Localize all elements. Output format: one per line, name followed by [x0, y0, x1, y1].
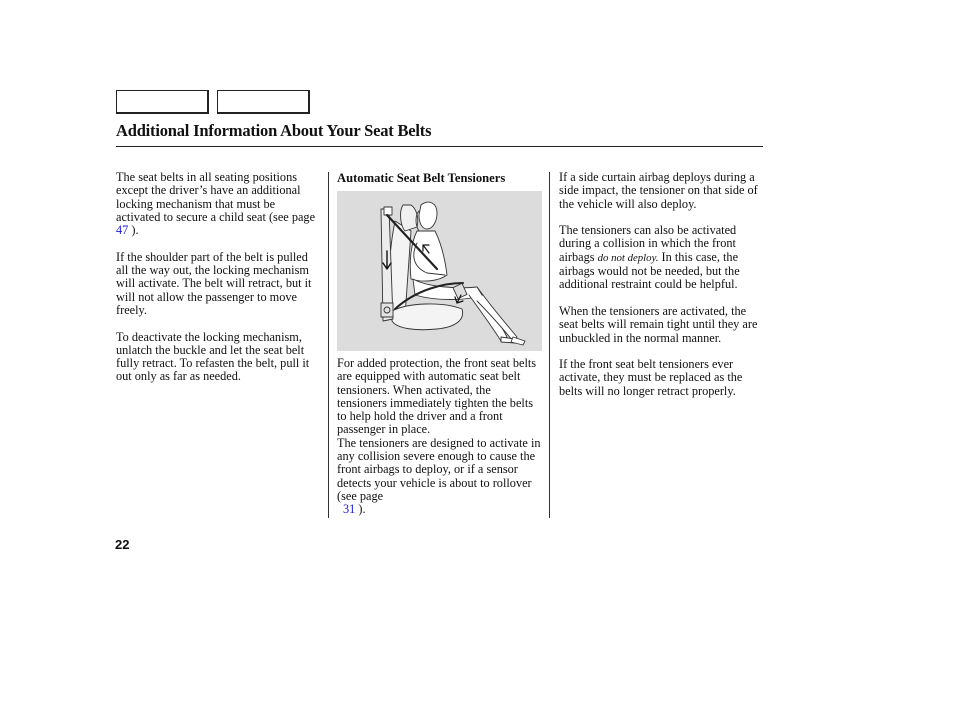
column-3 — [559, 171, 765, 411]
paragraph-tensioner-activation — [337, 437, 542, 517]
nav-button-2[interactable] — [217, 90, 310, 114]
paragraph-no-deploy — [559, 224, 765, 291]
paragraph-tensioner-intro: For added protection, the front seat belts are equipped with automatic seat belt tensioners. When activated, the tensioners immediately tighten the belts to help hold the driver and a front passenger in place. — [337, 356, 537, 437]
paragraph-text: The tensioners are designed to activate in any collision severe enough to cause the front airbags to deploy, or if a sensor detects your vehicle is about to rollover (see page — [337, 435, 541, 503]
page-link-31[interactable]: 31 — [343, 502, 356, 517]
paragraph-text: The tensioners can also be activated during a collision in which the front airbags — [559, 223, 737, 264]
title-divider — [116, 146, 763, 147]
page-number: 22 — [115, 537, 130, 552]
page-link-47[interactable]: 47 — [116, 223, 129, 238]
paragraph-child-seat-lock — [116, 171, 322, 237]
paragraph-text: The seat belts in all seating positions except the driver’s have an additional locking mechanism that must be activated to secure a child seat (see page — [116, 170, 316, 224]
paragraph-lock-deactivate: To deactivate the locking mechanism, unlatch the buckle and let the seat belt fully retract. To refasten the belt, pull it out only as far as needed. — [116, 329, 310, 384]
paragraph-remain-tight: When the tensioners are activated, the seat belts will remain tight until they are unbuckled in the normal manner. — [559, 303, 758, 345]
column-divider-1 — [328, 172, 329, 518]
column-2 — [337, 171, 542, 517]
paragraph-text-end: ). — [128, 223, 139, 238]
paragraph-text-end: ). — [355, 502, 366, 517]
column-1 — [116, 171, 322, 397]
paragraph-replace-tensioners: If the front seat belt tensioners ever activate, they must be replaced as the belts will no longer retract properly. — [559, 357, 743, 398]
nav-button-1[interactable] — [116, 90, 209, 114]
seat-figure-drawing — [337, 191, 542, 351]
paragraph-text-end: In this case, the airbags would not be needed, but the additional restraint could be helpful. — [559, 249, 740, 292]
section-heading: Automatic Seat Belt Tensioners — [337, 171, 506, 185]
paragraph-lock-activate: If the shoulder part of the belt is pulled all the way out, the locking mechanism will activate. The belt will retract, but it will not allow the passenger to move freely. — [116, 249, 312, 317]
page-title: Additional Information About Your Seat Belts — [116, 121, 432, 140]
seat-belt-tensioner-illustration — [337, 191, 542, 351]
column-divider-2 — [549, 172, 550, 518]
paragraph-side-curtain: If a side curtain airbag deploys during a side impact, the tensioner on that side of the vehicle will also deploy. — [559, 170, 758, 211]
italic-emphasis: do not deploy. — [597, 251, 659, 264]
